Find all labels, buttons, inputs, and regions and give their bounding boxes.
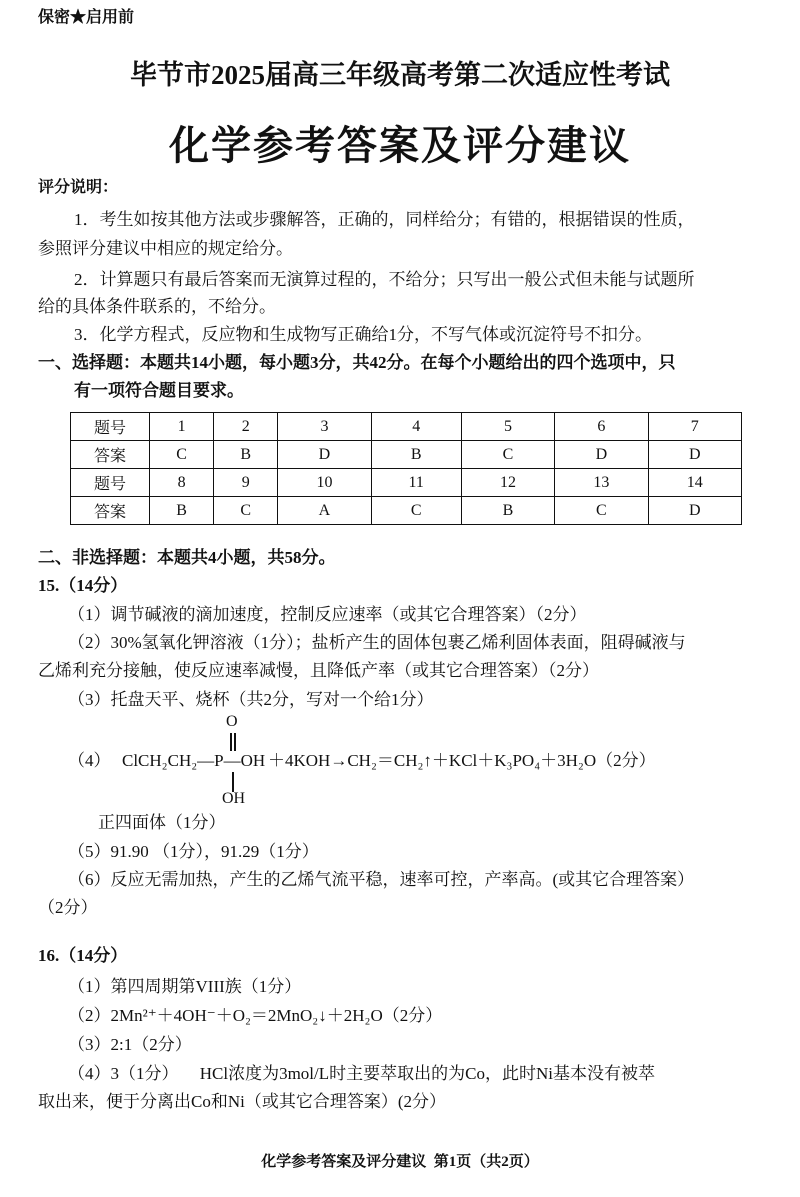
table-cell: 1 (150, 413, 214, 441)
table-cell: 4 (371, 413, 461, 441)
table-cell: 5 (461, 413, 554, 441)
note-2-line1: 2．计算题只有最后答案而无演算过程的，不给分；只写出一般公式但未能与试题所 (74, 270, 695, 289)
q16-answer-4-cont: 取出来，便于分离出Co和Ni（或其它合理答案）(2分） (38, 1092, 446, 1111)
table-cell: B (371, 441, 461, 469)
q15-answer-6-cont: （2分） (38, 898, 98, 917)
note-3: 3．化学方程式，反应物和生成物写正确给1分，不写气体或沉淀符号不扣分。 (74, 325, 652, 344)
q15-answer-5: （5）91.90 （1分），91.29（1分） (68, 842, 319, 861)
table-row (71, 469, 742, 497)
section1-heading-cont: 有一项符合题目要求。 (74, 381, 244, 400)
table-cell: 8 (150, 469, 214, 497)
row-header-cell: 题号 (71, 413, 150, 441)
table-cell: 11 (371, 469, 461, 497)
table-row (71, 497, 742, 525)
exam-title: 毕节市2025届高三年级高考第二次适应性考试 (130, 60, 670, 90)
q15-title: 15.（14分） (38, 576, 128, 595)
q15-answer-4-hydroxyl: OH (222, 790, 246, 807)
table-cell: A (278, 497, 371, 525)
row-header-cell: 答案 (71, 497, 150, 525)
page-footer: 化学参考答案及评分建议 第1页（共2页） (261, 1154, 539, 1170)
notes-heading: 评分说明： (38, 179, 119, 196)
page-title: 化学参考答案及评分建议 (169, 123, 631, 168)
table-cell: 3 (278, 413, 371, 441)
q16-answer-1: （1）第四周期第VIII族（1分） (68, 977, 302, 996)
note-1-line2: 参照评分建议中相应的规定给分。 (38, 239, 293, 258)
q15-answer-4-oxygen: O (226, 713, 238, 730)
q16-answer-4: （4）3（1分） HCl浓度为3mol/L时主要萃取出的为Co，此时Ni基本没有被萃 (68, 1064, 655, 1083)
table-cell: D (648, 497, 741, 525)
single-bond-line (232, 772, 234, 792)
q16-title: 16.（14分） (38, 946, 128, 965)
table-cell: 2 (214, 413, 278, 441)
table-row (71, 441, 742, 469)
note-1-line1: 1．考生如按其他方法或步骤解答，正确的，同样给分；有错的，根据错误的性质， (74, 210, 695, 229)
row-header-cell: 题号 (71, 469, 150, 497)
table-cell: C (461, 441, 554, 469)
table-cell: C (371, 497, 461, 525)
section1-heading: 一、选择题：本题共14小题，每小题3分，共42分。在每个小题给出的四个选项中，只 (38, 353, 676, 372)
note-2-line2: 给的具体条件联系的，不给分。 (38, 297, 276, 316)
table-cell: D (278, 441, 371, 469)
table-cell: C (555, 497, 648, 525)
confidential-label: 保密★启用前 (38, 9, 135, 26)
table-cell: 12 (461, 469, 554, 497)
q15-answer-2: （2）30%氢氧化钾溶液（1分）；盐析产生的固体包裹乙烯利固体表面，阻碍碱液与 (68, 633, 686, 652)
table-cell: B (150, 497, 214, 525)
q16-answer-3: （3）2:1（2分） (68, 1035, 192, 1054)
table-cell: B (214, 441, 278, 469)
q15-answer-4-label: （4） (68, 751, 111, 770)
table-cell: 13 (555, 469, 648, 497)
answer-table (70, 412, 742, 525)
double-bond-line (234, 733, 236, 751)
q15-answer-1: （1）调节碱液的滴加速度，控制反应速率（或其它合理答案）（2分） (68, 605, 587, 624)
table-cell: 10 (278, 469, 371, 497)
table-cell: C (150, 441, 214, 469)
table-cell: 7 (648, 413, 741, 441)
double-bond-line (230, 733, 232, 751)
table-cell: B (461, 497, 554, 525)
q15-answer-2-cont: 乙烯利充分接触，使反应速率减慢，且降低产率（或其它合理答案）（2分） (38, 661, 599, 680)
q15-answer-6: （6）反应无需加热，产生的乙烯气流平稳，速率可控，产率高。(或其它合理答案） (68, 870, 695, 889)
q15-answer-4-reactant: ClCH₂CH₂—P—OH (122, 751, 266, 770)
q15-answer-4-products: ＋4KOH→CH₂＝CH₂↑＋KCl＋K₃PO₄＋3H₂O（2分） (268, 751, 656, 770)
table-cell: 14 (648, 469, 741, 497)
q15-answer-4-extra: 正四面体（1分） (98, 813, 226, 832)
q16-answer-2: （2）2Mn²⁺＋4OH⁻＋O₂＝2MnO₂↓＋2H₂O（2分） (68, 1006, 443, 1025)
table-cell: 6 (555, 413, 648, 441)
table-row (71, 413, 742, 441)
section2-heading: 二、非选择题：本题共4小题，共58分。 (38, 548, 336, 567)
table-cell: D (555, 441, 648, 469)
q15-answer-3: （3）托盘天平、烧杯（共2分，写对一个给1分） (68, 690, 434, 709)
table-cell: C (214, 497, 278, 525)
table-cell: 9 (214, 469, 278, 497)
row-header-cell: 答案 (71, 441, 150, 469)
table-cell: D (648, 441, 741, 469)
